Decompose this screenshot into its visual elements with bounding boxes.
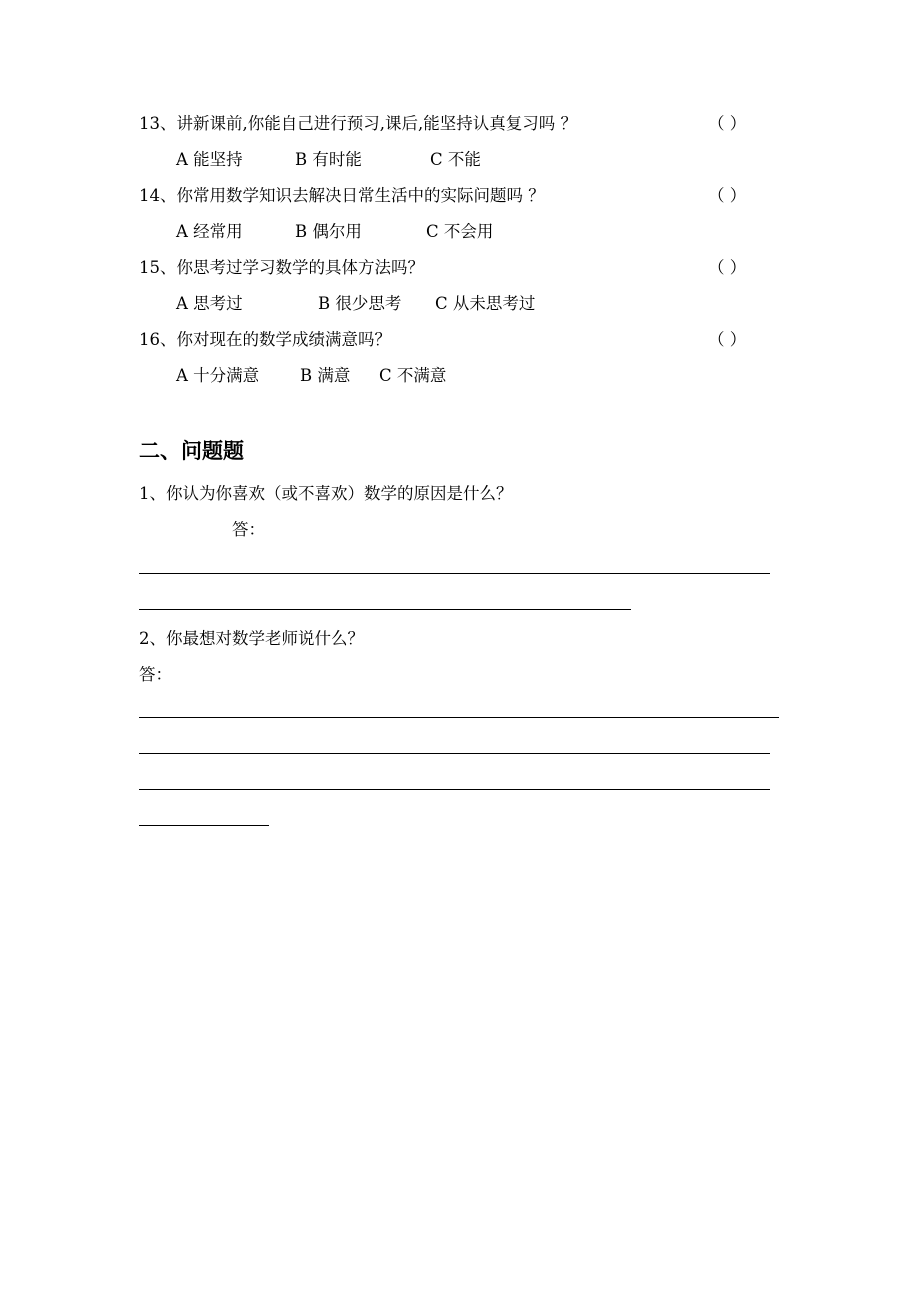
question-14-option-a: A 经常用 xyxy=(176,222,243,241)
question-13-text: 13、讲新课前,你能自己进行预习,课后,能坚持认真复习吗 ？ xyxy=(139,114,577,133)
answer-line[interactable] xyxy=(139,753,770,754)
question-14-text: 14、你常用数学知识去解决日常生活中的实际问题吗 ？ xyxy=(139,186,545,205)
question-16-option-b: B 满意 xyxy=(300,366,351,385)
answer-line[interactable] xyxy=(139,609,631,610)
answer-line[interactable] xyxy=(139,573,770,574)
question-13-option-b: B 有时能 xyxy=(295,150,362,169)
open-question-1-text: 1、你认为你喜欢（或不喜欢）数学的原因是什么？ xyxy=(139,484,513,503)
question-15-option-c: C 从未思考过 xyxy=(435,294,536,313)
question-15-option-b: B 很少思考 xyxy=(318,294,402,313)
question-16-answer-bracket: （ ） xyxy=(708,330,747,349)
question-16-text: 16、你对现在的数学成绩满意吗？ xyxy=(139,330,391,349)
question-13-answer-bracket: （ ） xyxy=(708,114,747,133)
question-14-option-b: B 偶尔用 xyxy=(295,222,362,241)
question-16-option-a: A 十分满意 xyxy=(176,366,260,385)
section-heading: 二、问题题 xyxy=(139,439,244,463)
question-16-option-c: C 不满意 xyxy=(379,366,447,385)
question-13-option-a: A 能坚持 xyxy=(176,150,243,169)
question-15-option-a: A 思考过 xyxy=(176,294,243,313)
answer-line[interactable] xyxy=(139,825,269,826)
answer-line[interactable] xyxy=(139,717,779,718)
question-14-answer-bracket: （ ） xyxy=(708,186,747,205)
open-question-1-answer-label: 答： xyxy=(232,520,265,539)
answer-line[interactable] xyxy=(139,789,770,790)
question-13-option-c: C 不能 xyxy=(430,150,481,169)
open-question-2-text: 2、你最想对数学老师说什么？ xyxy=(139,629,364,648)
question-14-option-c: C 不会用 xyxy=(426,222,494,241)
question-15-answer-bracket: （ ） xyxy=(708,258,747,277)
question-15-text: 15、你思考过学习数学的具体方法吗？ xyxy=(139,258,424,277)
open-question-2-answer-label: 答： xyxy=(139,665,172,684)
